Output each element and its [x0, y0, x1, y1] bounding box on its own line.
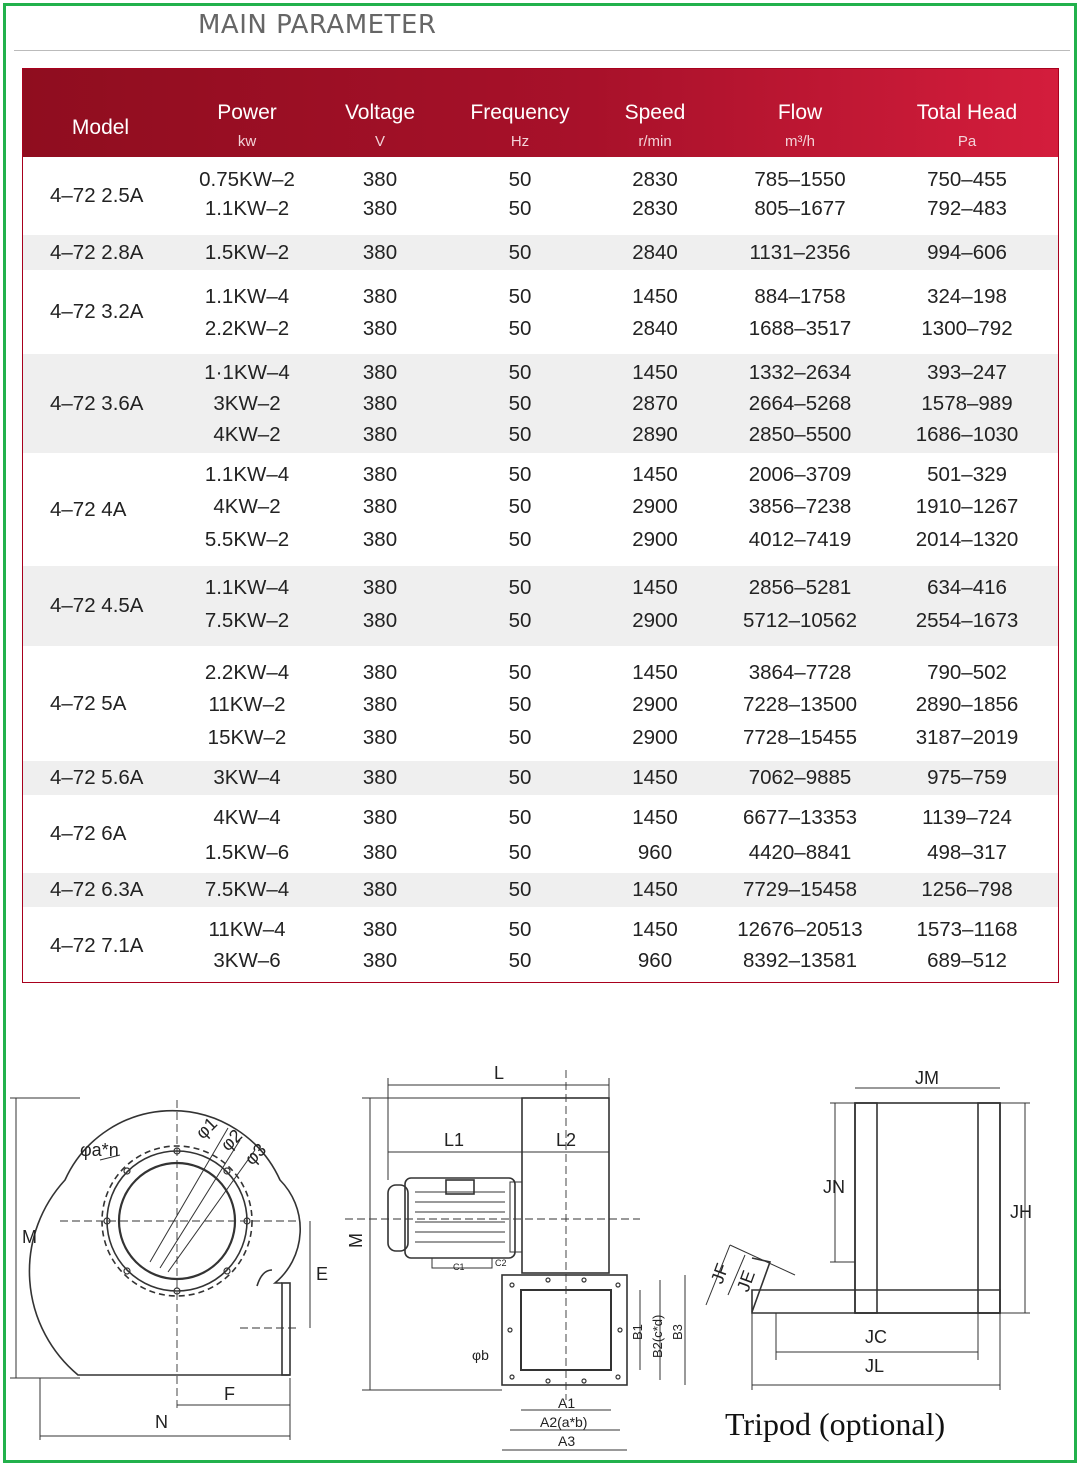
- label-jf: JF: [706, 1260, 733, 1287]
- column-header-speed: [600, 69, 710, 157]
- table-cell: 380: [362, 766, 398, 789]
- table-row-group: [23, 873, 1058, 907]
- column-unit: r/min: [638, 133, 672, 150]
- column-header-voltage: [330, 69, 430, 157]
- table-cell: 5712–10562: [742, 609, 857, 632]
- table-cell: 1688–3517: [748, 317, 852, 340]
- table-cell: 501–329: [927, 463, 1007, 486]
- header-divider: [14, 50, 1070, 51]
- label-jl: JL: [865, 1356, 885, 1376]
- table-cell: 50: [508, 361, 532, 384]
- table-cell: 2014–1320: [915, 528, 1019, 551]
- table-cell: 50: [508, 576, 532, 599]
- table-cell: 1.1KW–4: [204, 285, 290, 308]
- table-header: [23, 69, 1058, 157]
- table-cell: 50: [508, 841, 532, 864]
- table-cell: 1450: [632, 576, 678, 599]
- page-header: [0, 0, 1080, 52]
- table-row-group: [23, 761, 1058, 795]
- table-cell: 50: [508, 949, 532, 972]
- table-cell: 7228–13500: [742, 693, 857, 716]
- column-title: Voltage: [344, 101, 416, 124]
- table-cell: 50: [508, 495, 532, 518]
- table-cell: 4420–8841: [748, 841, 852, 864]
- table-cell: 1300–792: [921, 317, 1013, 340]
- table-cell: 634–416: [927, 576, 1007, 599]
- table-row-group: [23, 157, 1058, 235]
- table-cell: 2830: [632, 197, 678, 220]
- column-title: Flow: [777, 101, 823, 124]
- table-cell: 7.5KW–4: [204, 878, 290, 901]
- table-cell: 4KW–2: [213, 423, 281, 446]
- table-cell: 750–455: [927, 168, 1007, 191]
- label-phi-an: φa*n: [80, 1140, 119, 1160]
- label-e: E: [316, 1264, 329, 1284]
- table-cell: 0.75KW–2: [199, 168, 295, 191]
- label-phi1: φ1: [191, 1113, 222, 1143]
- model-cell: 4–72 3.6A: [50, 391, 144, 415]
- label-n: N: [155, 1412, 168, 1432]
- page-title: MAIN PARAMETER: [198, 10, 437, 40]
- table-cell: 380: [362, 528, 398, 551]
- table-cell: 1450: [632, 661, 678, 684]
- column-title: Frequency: [470, 101, 570, 124]
- table-cell: 7728–15455: [742, 726, 857, 749]
- label-jm: JM: [915, 1068, 939, 1088]
- table-cell: 1.1KW–2: [204, 197, 290, 220]
- table-cell: 792–483: [927, 197, 1007, 220]
- model-cell: 4–72 5.6A: [50, 766, 144, 789]
- table-cell: 1910–1267: [915, 495, 1019, 518]
- table-cell: 960: [637, 841, 673, 864]
- table-cell: 50: [508, 241, 532, 264]
- table-cell: 790–502: [927, 661, 1007, 684]
- table-row-group: [23, 646, 1058, 761]
- front-view-labels: [22, 1113, 328, 1432]
- label-m-side: M: [346, 1233, 366, 1248]
- side-view-labels: [346, 1063, 685, 1449]
- column-unit: kw: [237, 133, 257, 150]
- table-cell: 4KW–2: [213, 495, 281, 518]
- table-cell: 7729–15458: [742, 878, 857, 901]
- table-cell: 994–606: [927, 241, 1007, 264]
- table-cell: 380: [362, 168, 398, 191]
- table-cell: 380: [362, 609, 398, 632]
- model-cell: 4–72 4A: [50, 497, 127, 521]
- table-cell: 2664–5268: [748, 392, 852, 415]
- table-cell: 3KW–2: [213, 392, 281, 415]
- label-a1: A1: [558, 1395, 576, 1411]
- model-cell: 4–72 6.3A: [50, 878, 144, 901]
- label-je: JE: [732, 1267, 759, 1295]
- table-cell: 324–198: [927, 285, 1007, 308]
- table-cell: 3KW–4: [213, 766, 281, 789]
- table-cell: 393–247: [927, 361, 1007, 384]
- model-cell: 4–72 6A: [50, 822, 127, 845]
- table-cell: 2840: [632, 241, 678, 264]
- table-cell: 3856–7238: [748, 495, 852, 518]
- label-jc: JC: [865, 1327, 887, 1347]
- table-cell: 380: [362, 918, 398, 941]
- table-cell: 1450: [632, 463, 678, 486]
- table-cell: 380: [362, 392, 398, 415]
- table-cell: 380: [362, 197, 398, 220]
- table-cell: 1450: [632, 878, 678, 901]
- table-cell: 50: [508, 661, 532, 684]
- table-cell: 2900: [632, 609, 678, 632]
- table-cell: 1450: [632, 361, 678, 384]
- table-cell: 2006–3709: [748, 463, 852, 486]
- table-cell: 50: [508, 463, 532, 486]
- table-cell: 1332–2634: [748, 361, 852, 384]
- table-cell: 1131–2356: [749, 241, 851, 264]
- table-cell: 380: [362, 361, 398, 384]
- table-cell: 50: [508, 168, 532, 191]
- table-cell: 380: [362, 806, 398, 829]
- table-cell: 380: [362, 693, 398, 716]
- table-row-group: [23, 354, 1058, 453]
- table-cell: 2900: [632, 693, 678, 716]
- table-row-group: [23, 235, 1058, 270]
- column-unit: m³/h: [785, 133, 815, 150]
- label-jh: JH: [1010, 1202, 1032, 1222]
- table-cell: 1686–1030: [915, 423, 1019, 446]
- table-cell: 960: [637, 949, 673, 972]
- table-cell: 50: [508, 197, 532, 220]
- table-cell: 380: [362, 576, 398, 599]
- table-cell: 498–317: [927, 841, 1007, 864]
- table-cell: 380: [362, 285, 398, 308]
- table-cell: 1.5KW–2: [204, 241, 290, 264]
- table-cell: 50: [508, 693, 532, 716]
- table-cell: 1.1KW–4: [204, 463, 290, 486]
- table-cell: 5.5KW–2: [204, 528, 290, 551]
- table-row-group: [23, 270, 1058, 354]
- model-cell: 4–72 2.8A: [50, 240, 144, 264]
- table-cell: 380: [362, 949, 398, 972]
- table-cell: 50: [508, 766, 532, 789]
- label-phi2: φ2: [216, 1125, 247, 1155]
- table-row-group: [23, 453, 1058, 566]
- table-cell: 50: [508, 528, 532, 551]
- table-cell: 2840: [632, 317, 678, 340]
- table-row-group: [23, 566, 1058, 646]
- table-cell: 2830: [632, 168, 678, 191]
- table-cell: 6677–13353: [742, 806, 857, 829]
- table-cell: 7062–9885: [748, 766, 852, 789]
- parameter-table: [22, 68, 1059, 983]
- table-cell: 2.2KW–4: [204, 661, 290, 684]
- column-title: Total Head: [916, 101, 1018, 124]
- table-cell: 50: [508, 423, 532, 446]
- table-cell: 50: [508, 878, 532, 901]
- table-cell: 1·1KW–4: [204, 361, 290, 384]
- table-cell: 975–759: [927, 766, 1007, 789]
- table-cell: 2870: [632, 392, 678, 415]
- label-b1: B1: [630, 1324, 645, 1340]
- label-m: M: [22, 1227, 37, 1247]
- table-cell: 50: [508, 726, 532, 749]
- table-cell: 11KW–2: [208, 693, 286, 716]
- label-l2: L2: [556, 1130, 577, 1150]
- dimension-diagrams: [0, 1050, 1080, 1460]
- table-cell: 380: [362, 841, 398, 864]
- table-cell: 50: [508, 918, 532, 941]
- table-cell: 1450: [632, 918, 678, 941]
- table-cell: 50: [508, 609, 532, 632]
- label-phib: φb: [472, 1347, 489, 1363]
- model-cell: 4–72 5A: [50, 691, 127, 715]
- table-cell: 380: [362, 463, 398, 486]
- table-cell: 1573–1168: [916, 918, 1018, 941]
- table-cell: 380: [362, 726, 398, 749]
- table-cell: 2554–1673: [915, 609, 1019, 632]
- table-cell: 380: [362, 495, 398, 518]
- table-cell: 380: [362, 423, 398, 446]
- label-c1: C1: [453, 1262, 465, 1272]
- table-row-group: [23, 795, 1058, 873]
- table-cell: 2900: [632, 726, 678, 749]
- model-cell: 4–72 4.5A: [50, 594, 144, 617]
- column-title: Model: [71, 116, 130, 139]
- table-cell: 380: [362, 241, 398, 264]
- table-cell: 1578–989: [921, 392, 1013, 415]
- table-cell: 2890: [632, 423, 678, 446]
- table-cell: 380: [362, 317, 398, 340]
- label-c2: C2: [495, 1258, 507, 1268]
- label-b3: B3: [670, 1324, 685, 1340]
- tripod-labels: [707, 1068, 1032, 1376]
- table-cell: 1139–724: [922, 806, 1012, 829]
- side-view-diagram: [345, 1070, 685, 1450]
- table-cell: 7.5KW–2: [204, 609, 290, 632]
- column-unit: Pa: [957, 133, 977, 150]
- label-l1: L1: [444, 1130, 465, 1150]
- tripod-caption: Tripod (optional): [725, 1406, 946, 1442]
- table-cell: 805–1677: [754, 197, 846, 220]
- label-a3: A3: [558, 1433, 576, 1449]
- table-row-group: [23, 907, 1058, 983]
- column-header-total-head: [887, 69, 1047, 157]
- table-cell: 1450: [632, 766, 678, 789]
- column-header-power: [177, 69, 317, 157]
- column-unit: V: [374, 133, 385, 150]
- table-cell: 2900: [632, 528, 678, 551]
- table-cell: 689–512: [927, 949, 1007, 972]
- table-cell: 380: [362, 878, 398, 901]
- table-cell: 50: [508, 392, 532, 415]
- label-b2: B2(c*d): [650, 1314, 665, 1358]
- label-jn: JN: [823, 1177, 845, 1197]
- column-header-model: [23, 69, 178, 157]
- table-cell: 2.2KW–2: [204, 317, 290, 340]
- table-cell: 4012–7419: [748, 528, 852, 551]
- table-cell: 2890–1856: [915, 693, 1019, 716]
- table-cell: 1256–798: [921, 878, 1013, 901]
- table-cell: 4KW–4: [213, 806, 281, 829]
- table-cell: 2850–5500: [748, 423, 852, 446]
- table-cell: 2856–5281: [748, 576, 852, 599]
- table-cell: 3864–7728: [748, 661, 852, 684]
- table-cell: 15KW–2: [207, 726, 287, 749]
- table-cell: 3KW–6: [213, 949, 281, 972]
- model-cell: 4–72 3.2A: [50, 300, 144, 323]
- column-header-frequency: [445, 69, 595, 157]
- label-l: L: [494, 1063, 505, 1083]
- model-cell: 4–72 7.1A: [50, 933, 144, 957]
- table-cell: 785–1550: [754, 168, 846, 191]
- table-cell: 50: [508, 317, 532, 340]
- table-cell: 8392–13581: [742, 949, 857, 972]
- table-cell: 11KW–4: [208, 918, 286, 941]
- table-cell: 1.5KW–6: [204, 841, 290, 864]
- table-cell: 50: [508, 285, 532, 308]
- column-unit: Hz: [510, 133, 530, 150]
- table-cell: 3187–2019: [915, 726, 1019, 749]
- label-f: F: [224, 1384, 235, 1404]
- table-cell: 12676–20513: [737, 918, 863, 941]
- table-cell: 380: [362, 661, 398, 684]
- table-cell: 1450: [632, 806, 678, 829]
- label-phi3: φ3: [240, 1139, 271, 1169]
- table-cell: 1450: [632, 285, 678, 308]
- table-cell: 1.1KW–4: [204, 576, 290, 599]
- column-title: Speed: [624, 101, 686, 124]
- table-cell: 2900: [632, 495, 678, 518]
- label-a2: A2(a*b): [540, 1414, 588, 1430]
- table-cell: 884–1758: [754, 285, 846, 308]
- column-title: Power: [217, 101, 277, 124]
- table-cell: 50: [508, 806, 532, 829]
- column-header-flow: [720, 69, 880, 157]
- model-cell: 4–72 2.5A: [50, 184, 144, 207]
